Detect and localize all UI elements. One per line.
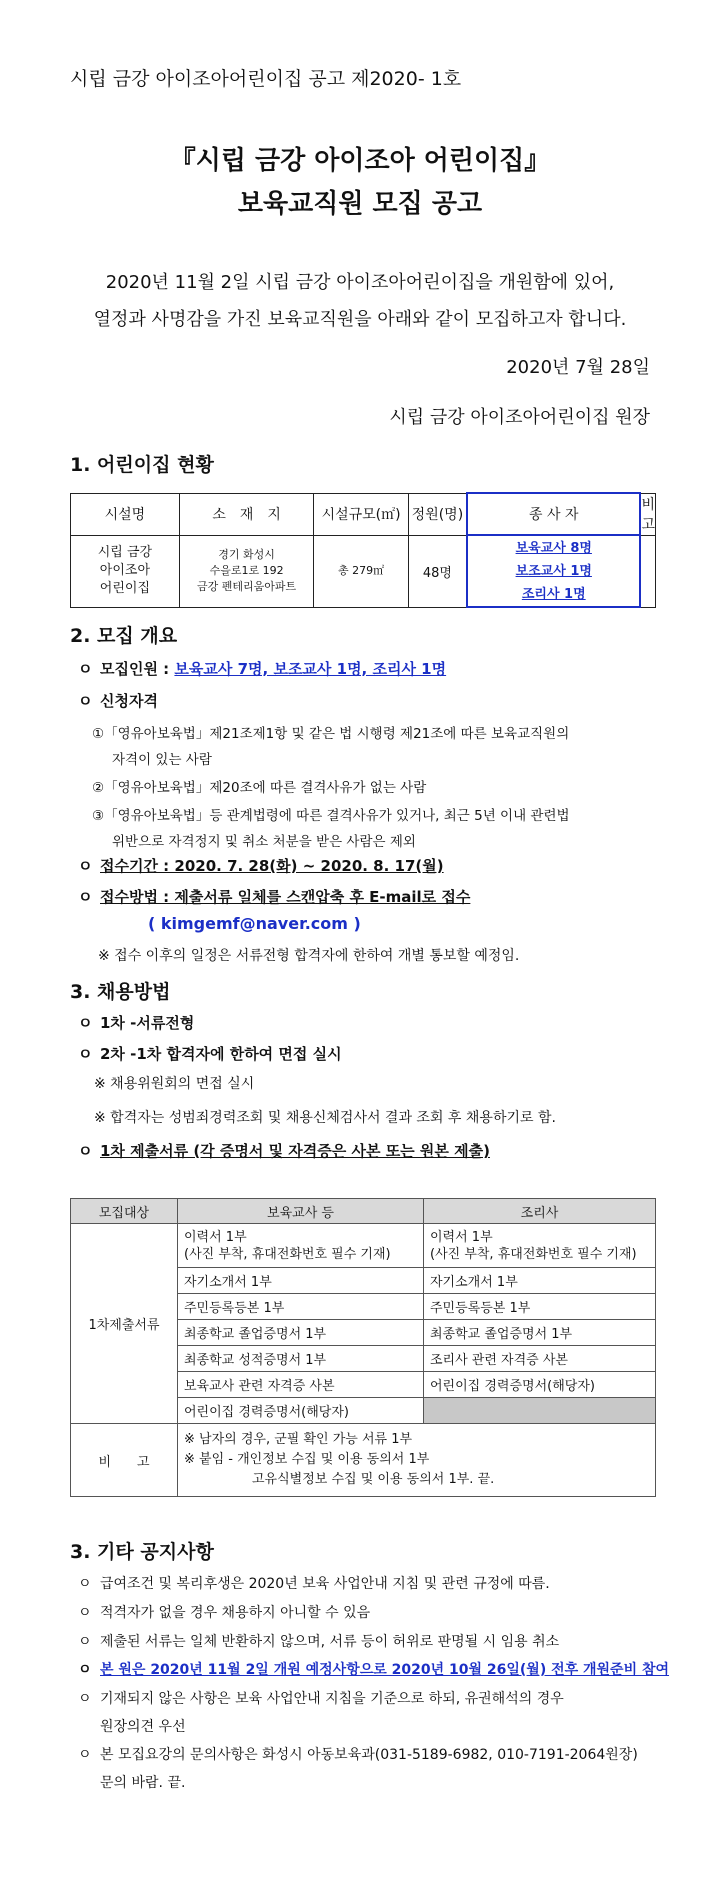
capacity-cell: 48명	[408, 535, 467, 607]
address-line: 수을로1로 192	[209, 564, 284, 577]
doc-cook: 최종학교 졸업증명서 1부	[424, 1320, 656, 1346]
doc-cook: 자기소개서 1부	[424, 1268, 656, 1294]
contact-email: ( kimgemf@naver.com )	[148, 914, 361, 933]
recruit-label: 모집인원 :	[100, 660, 170, 678]
notice-item	[78, 1602, 370, 1622]
qualification-item: ①「영유아보육법」제21조제1항 및 같은 법 시행령 제21조에 따른 보육교직원의	[92, 726, 570, 742]
bullet-mark: ㅇ	[78, 1691, 92, 1707]
bullet-mark: ㅇ	[78, 1576, 92, 1592]
qualification-item: ②「영유아보육법」제20조에 따른 결격사유가 없는 사람	[92, 780, 427, 796]
facility-table-header	[71, 493, 656, 535]
notice-number: 시립 금강 아이조아어린이집 공고 제2020- 1호	[70, 68, 462, 90]
step2	[78, 1043, 342, 1064]
qualification-heading	[78, 690, 158, 711]
method-text: 접수방법 : 제출서류 일체를 스캔압축 후 E-mail로 접수	[100, 888, 471, 906]
facility-name-line: 아이조아	[99, 563, 151, 578]
doc-teacher: 주민등록등본 1부	[178, 1294, 424, 1320]
doc-teacher: 최종학교 성적증명서 1부	[178, 1346, 424, 1372]
doc-cook: 주민등록등본 1부	[424, 1294, 656, 1320]
col-capacity: 정원(명)	[408, 493, 467, 535]
docs-heading	[78, 1140, 490, 1161]
staff-cook: 조리사 1명	[521, 586, 586, 602]
notice-item	[78, 1631, 559, 1651]
remark-cell	[640, 535, 655, 607]
facility-name-cell	[71, 535, 180, 607]
bullet-mark: ㅇ	[78, 1142, 93, 1160]
doc-resume-title: 이력서 1부 (사진 부착, 휴대전화번호 필수 기재)	[430, 1229, 637, 1262]
facility-table	[70, 492, 656, 608]
documents-table	[70, 1198, 656, 1497]
notice-item-continued: 문의 바람. 끝.	[100, 1775, 186, 1791]
documents-remark-row	[71, 1424, 656, 1497]
schedule-note: ※ 접수 이후의 일정은 서류전형 합격자에 한하여 개별 통보할 예정임.	[98, 948, 520, 964]
bullet-mark: ㅇ	[78, 1045, 93, 1063]
remark-line: ※ 남자의 경우, 군필 확인 가능 서류 1부	[184, 1432, 413, 1447]
qualification-label: 신청자격	[100, 692, 158, 710]
address-line: 금강 펜테리움아파트	[197, 580, 297, 593]
doc-teacher: 어린이집 경력증명서(해당자)	[178, 1398, 424, 1424]
facility-table-row	[71, 535, 656, 607]
address-cell	[179, 535, 314, 607]
remark-line: 고유식별정보 수집 및 이용 동의서 1부. 끝.	[252, 1472, 495, 1487]
col-teacher: 보육교사 등	[178, 1199, 424, 1224]
table-row	[71, 1224, 656, 1268]
bullet-mark: ㅇ	[78, 692, 93, 710]
notice-item-text: 본 모집요강의 문의사항은 화성시 아동보육과(031-5189-6982, 010-7191-2064원장)	[100, 1747, 638, 1763]
notice-item-continued: 원장의견 우선	[100, 1719, 186, 1735]
bullet-mark: ㅇ	[78, 660, 93, 678]
remark-line: ※ 붙임 - 개인정보 수집 및 이용 동의서 1부	[184, 1452, 430, 1467]
facility-name-line: 시립 금강	[97, 545, 153, 560]
qualification-item: 자격이 있는 사람	[112, 752, 212, 768]
docs-heading-text: 1차 제출서류 (각 증명서 및 자격증은 사본 또는 원본 제출)	[100, 1142, 490, 1160]
size-cell: 총 279㎡	[314, 535, 408, 607]
bullet-mark: ㅇ	[78, 1662, 92, 1678]
application-period	[78, 855, 444, 876]
period-text: 접수기간 : 2020. 7. 28(화) ~ 2020. 8. 17(월)	[100, 857, 444, 875]
bullet-mark: ㅇ	[78, 888, 93, 906]
facility-name-line: 어린이집	[99, 581, 151, 596]
notice-item	[78, 1573, 550, 1593]
col-cook: 조리사	[424, 1199, 656, 1224]
col-facility-name: 시설명	[71, 493, 180, 535]
step2-text: 2차 -1차 합격자에 한하여 면접 실시	[100, 1045, 342, 1063]
intro-line1: 2020년 11월 2일 시립 금강 아이조아어린이집을 개원함에 있어,	[105, 272, 615, 293]
section3-heading: 3. 채용방법	[70, 981, 171, 1003]
hiring-note: ※ 합격자는 성범죄경력조회 및 채용신체검사서 결과 조회 후 채용하기로 함.	[94, 1110, 556, 1126]
doc-teacher: 보육교사 관련 자격증 사본	[178, 1372, 424, 1398]
notice-item-text: 제출된 서류는 일체 반환하지 않으며, 서류 등이 허위로 판명될 시 임용 취소	[100, 1634, 560, 1650]
remark-content	[178, 1424, 656, 1497]
docs-category: 1차제출서류	[71, 1224, 178, 1424]
bullet-mark: ㅇ	[78, 1605, 92, 1621]
bullet-mark: ㅇ	[78, 1747, 92, 1763]
bullet-mark: ㅇ	[78, 857, 93, 875]
notice-item-text: 본 원은 2020년 11월 2일 개원 예정사항으로 2020년 10월 26일(월) 전후 개원준비 참여	[100, 1662, 670, 1678]
notice-item-text: 적격자가 없을 경우 채용하지 아니할 수 있음	[100, 1605, 371, 1621]
notice-item	[78, 1744, 638, 1764]
doc-teacher: 최종학교 졸업증명서 1부	[178, 1320, 424, 1346]
col-staff: 종 사 자	[467, 493, 640, 535]
address-line: 경기 화성시	[218, 548, 275, 561]
doc-cook-empty	[424, 1398, 656, 1424]
title-line2: 보육교직원 모집 공고	[237, 189, 483, 219]
step1	[78, 1012, 194, 1033]
remark-label: 비 고	[71, 1424, 178, 1497]
doc-cook: 조리사 관련 자격증 사본	[424, 1346, 656, 1372]
notice-item-text: 기재되지 않은 사항은 보육 사업안내 지침을 기준으로 하되, 유권해석의 경우	[100, 1691, 564, 1707]
intro-line2: 열정과 사명감을 가진 보육교직원을 아래와 같이 모집하고자 합니다.	[93, 309, 627, 330]
doc-teacher: 자기소개서 1부	[178, 1268, 424, 1294]
step1-text: 1차 -서류전형	[100, 1014, 195, 1032]
doc-cook: 어린이집 경력증명서(해당자)	[424, 1372, 656, 1398]
col-target: 모집대상	[71, 1199, 178, 1224]
doc-teacher-resume	[178, 1224, 424, 1268]
staff-teacher: 보육교사 8명	[515, 540, 592, 556]
notice-item-text: 급여조건 및 복리후생은 2020년 보육 사업안내 지침 및 관련 규정에 따름.	[100, 1576, 550, 1592]
staff-cell	[467, 535, 640, 607]
col-address: 소 재 지	[179, 493, 314, 535]
bullet-mark: ㅇ	[78, 1634, 92, 1650]
qualification-item: 위반으로 자격정지 및 취소 처분을 받은 사람은 제외	[112, 834, 416, 850]
notice-item-opening	[78, 1659, 669, 1679]
col-remark: 비 고	[640, 493, 655, 535]
notice-item	[78, 1688, 564, 1708]
doc-resume-title: 이력서 1부 (사진 부착, 휴대전화번호 필수 기재)	[184, 1229, 391, 1262]
section2-heading: 2. 모집 개요	[70, 625, 178, 647]
bullet-mark: ㅇ	[78, 1014, 93, 1032]
interview-note: ※ 채용위원회의 면접 실시	[94, 1076, 255, 1092]
recruit-count	[78, 658, 446, 679]
section4-heading: 3. 기타 공지사항	[70, 1541, 214, 1563]
title-line1: 『시립 금강 아이조아 어린이집』	[169, 146, 551, 176]
documents-table-header	[71, 1199, 656, 1224]
notice-date: 2020년 7월 28일	[506, 357, 650, 378]
section1-heading: 1. 어린이집 현황	[70, 454, 214, 476]
application-method	[78, 886, 470, 907]
director-signature: 시립 금강 아이조아어린이집 원장	[389, 407, 650, 428]
staff-assistant: 보조교사 1명	[515, 563, 592, 579]
recruit-value: 보육교사 7명, 보조교사 1명, 조리사 1명	[174, 660, 447, 678]
qualification-item: ③「영유아보육법」등 관계법령에 따른 결격사유가 있거나, 최근 5년 이내 관련법	[92, 808, 570, 824]
doc-cook-resume	[424, 1224, 656, 1268]
col-size: 시설규모(㎡)	[314, 493, 408, 535]
